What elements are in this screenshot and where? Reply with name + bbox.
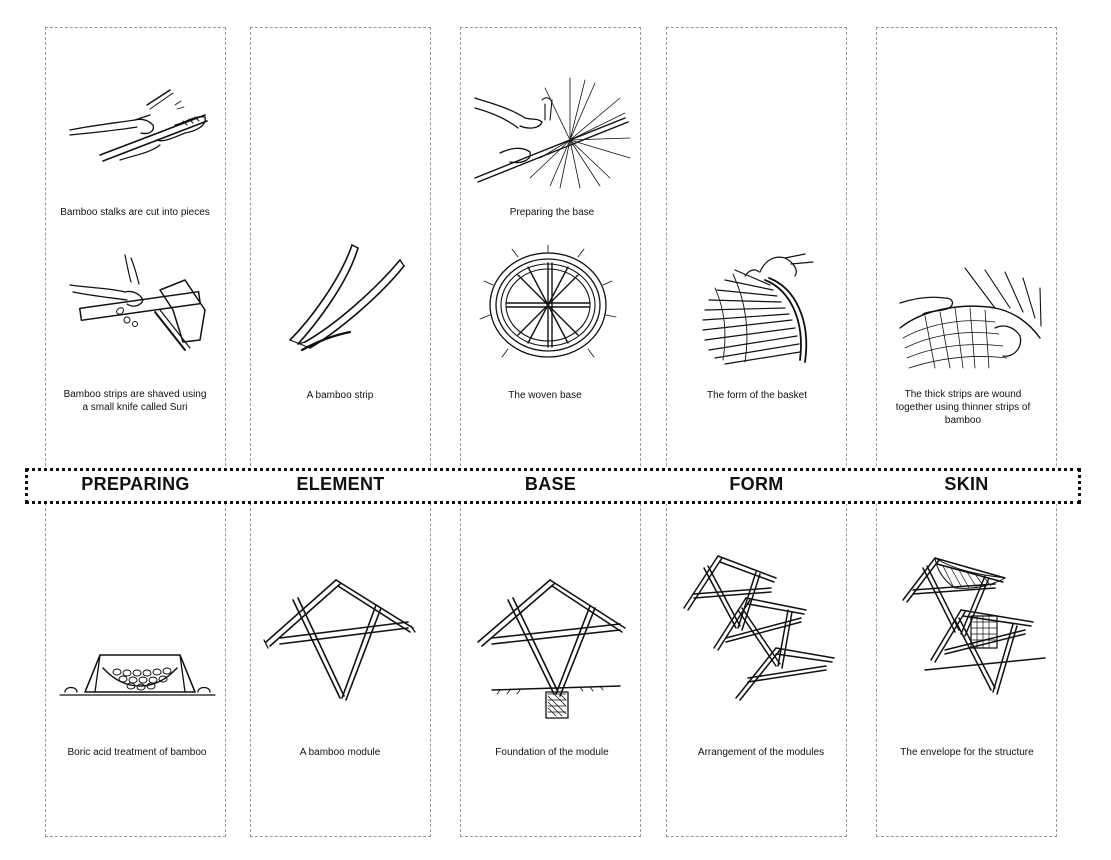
caption-module: A bamboo module	[299, 747, 381, 758]
caption-foundation: Foundation of the module	[495, 747, 609, 758]
stage-label-base: BASE	[524, 474, 577, 494]
bamboo-module-illustration	[258, 570, 423, 705]
wound-strips-illustration	[895, 268, 1045, 378]
stage-label-preparing: PREPARING	[81, 474, 190, 494]
basket-form-illustration	[695, 250, 825, 370]
caption-prep-base: Preparing the base	[509, 207, 595, 218]
module-foundation-illustration	[470, 570, 635, 725]
caption-cut: Bamboo stalks are cut into pieces	[60, 207, 210, 218]
caption-wound: The thick strips are wound together using thinner strips of bamboo	[895, 389, 1031, 426]
caption-envelope: The envelope for the structure	[900, 747, 1034, 758]
boric-acid-tank-illustration	[55, 640, 220, 705]
stage-label-skin: SKIN	[944, 474, 989, 494]
column-form	[666, 27, 847, 837]
hands-cutting-bamboo-illustration	[65, 85, 215, 170]
caption-basket-form: The form of the basket	[706, 390, 808, 401]
column-skin	[876, 27, 1057, 837]
preparing-base-illustration	[470, 78, 635, 188]
caption-shaved: Bamboo strips are shaved using a small knife called Suri	[63, 389, 207, 413]
caption-strip: A bamboo strip	[306, 390, 374, 401]
stage-label-element: ELEMENT	[296, 474, 385, 494]
woven-base-illustration	[478, 245, 618, 365]
caption-arrangement: Arrangement of the modules	[697, 747, 825, 758]
caption-boric: Boric acid treatment of bamboo	[67, 747, 207, 758]
shaving-bamboo-strip-illustration	[65, 250, 215, 360]
arrangement-of-modules-illustration	[676, 548, 841, 708]
caption-woven-base: The woven base	[508, 390, 582, 401]
stage-label-form: FORM	[729, 474, 784, 494]
column-element	[250, 27, 431, 837]
envelope-structure-illustration	[895, 550, 1050, 710]
bamboo-strip-illustration	[280, 240, 410, 360]
